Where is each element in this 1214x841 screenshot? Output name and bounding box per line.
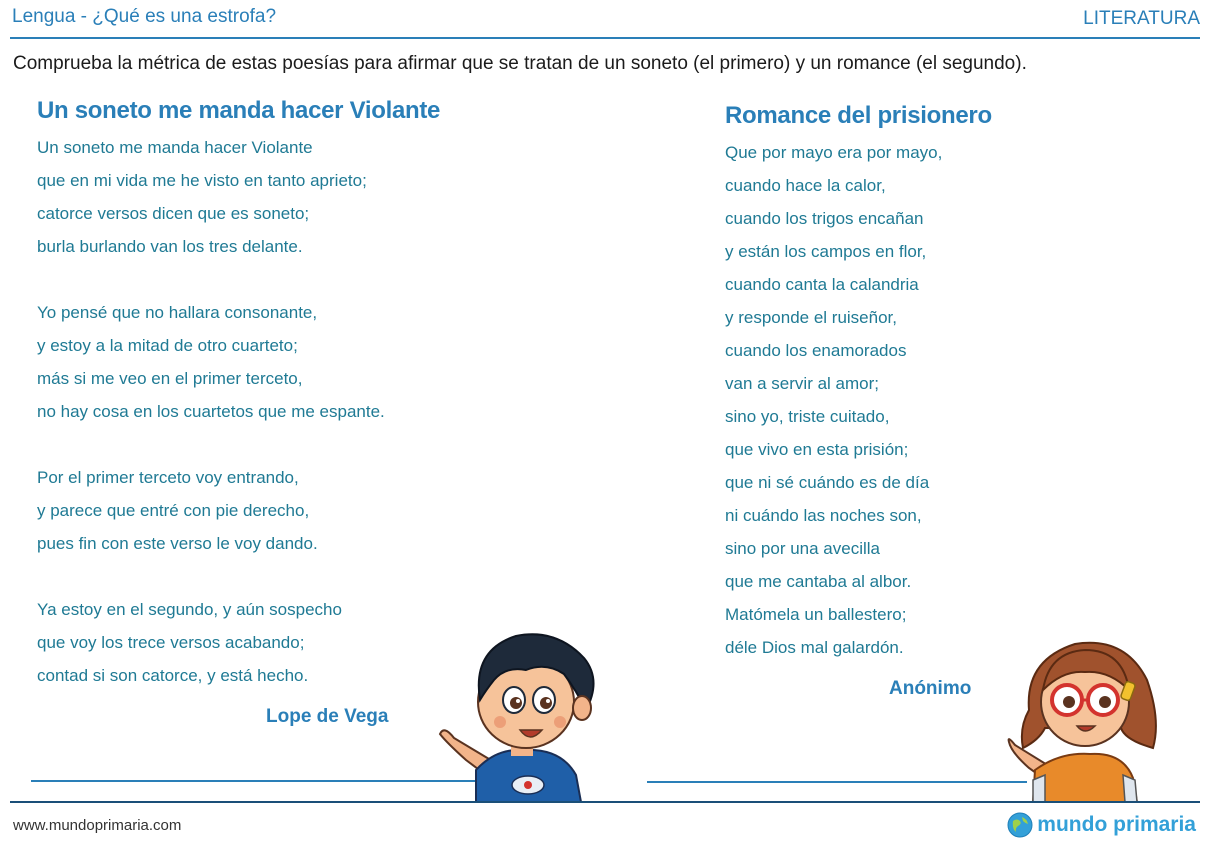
verse-line: y están los campos en flor, (725, 242, 927, 261)
boy-illustration (436, 630, 606, 802)
header-divider (10, 37, 1200, 39)
verse-line: que me cantaba al albor. (725, 572, 912, 591)
verse-line: contad si son catorce, y está hecho. (37, 666, 309, 685)
verse-line: Yo pensé que no hallara consonante, (37, 303, 318, 322)
verse-line: van a servir al amor; (725, 374, 879, 393)
stanza-gap (37, 560, 385, 593)
footer-url[interactable]: www.mundoprimaria.com (13, 817, 182, 834)
verse-line: sino yo, triste cuitado, (725, 407, 890, 426)
verse-line: cuando los trigos encañan (725, 209, 924, 228)
verse-line: Un soneto me manda hacer Violante (37, 138, 313, 157)
verse-line: cuando hace la calor, (725, 176, 886, 195)
verse-line: Que por mayo era por mayo, (725, 143, 943, 162)
poem1-title: Un soneto me manda hacer Violante (37, 97, 441, 124)
decorative-line-right (647, 781, 1027, 783)
footer-divider (10, 801, 1200, 803)
footer-brand[interactable] (1007, 812, 1196, 838)
verse-line: cuando los enamorados (725, 341, 907, 360)
globe-icon (1007, 812, 1033, 838)
verse-line: Por el primer terceto voy entrando, (37, 468, 299, 487)
stanza-gap (37, 428, 385, 461)
verse-line: y estoy a la mitad de otro cuarteto; (37, 336, 298, 355)
verse-line: pues fin con este verso le voy dando. (37, 534, 318, 553)
verse-line: déle Dios mal galardón. (725, 638, 904, 657)
verse-line: Ya estoy en el segundo, y aún sospecho (37, 600, 342, 619)
verse-line: que voy los trece versos acabando; (37, 633, 305, 652)
decorative-line-left (31, 780, 476, 782)
poem1-verses (37, 131, 385, 692)
verse-line: que ni sé cuándo es de día (725, 473, 930, 492)
verse-line: más si me veo en el primer terceto, (37, 369, 303, 388)
section-label: LITERATURA (1083, 8, 1200, 29)
poem1-author: Lope de Vega (266, 706, 389, 727)
poem2-author: Anónimo (889, 678, 972, 699)
verse-line: burla burlando van los tres delante. (37, 237, 303, 256)
verse-line: que vivo en esta prisión; (725, 440, 909, 459)
verse-line: no hay cosa en los cuartetos que me espante. (37, 402, 385, 421)
verse-line: cuando canta la calandria (725, 275, 919, 294)
worksheet-title: Lengua - ¿Qué es una estrofa? (12, 6, 277, 27)
verse-line: ni cuándo las noches son, (725, 506, 922, 525)
verse-line: que en mi vida me he visto en tanto aprieto; (37, 171, 367, 190)
stanza-gap (37, 263, 385, 296)
poem2-title: Romance del prisionero (725, 102, 992, 129)
girl-illustration (1005, 630, 1165, 802)
verse-line: sino por una avecilla (725, 539, 880, 558)
brand-name: mundo primaria (1037, 813, 1196, 836)
poem2-verses (725, 136, 942, 664)
verse-line: y responde el ruiseñor, (725, 308, 897, 327)
verse-line: Matómela un ballestero; (725, 605, 907, 624)
verse-line: catorce versos dicen que es soneto; (37, 204, 310, 223)
verse-line: y parece que entré con pie derecho, (37, 501, 310, 520)
instruction-text: Comprueba la métrica de estas poesías para afirmar que se tratan de un soneto (el primero) y un romance (el segundo). (13, 53, 1027, 74)
